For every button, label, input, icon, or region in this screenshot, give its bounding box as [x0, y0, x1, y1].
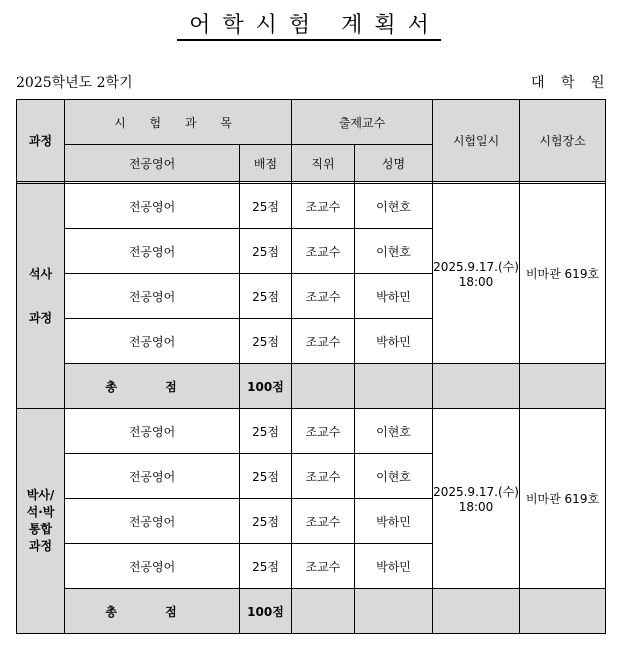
- total-label: 총 점: [65, 364, 240, 409]
- subject-cell: 전공영어: [65, 454, 240, 499]
- name-cell: 이현호: [355, 454, 433, 499]
- empty-cell: [433, 589, 520, 634]
- header-position: 직위: [292, 145, 355, 182]
- header-row-top: [17, 100, 606, 145]
- position-cell: 조교수: [292, 184, 355, 229]
- subject-cell: 전공영어: [65, 409, 240, 454]
- empty-cell: [292, 589, 355, 634]
- course-line: 박사/: [26, 488, 55, 502]
- location-cell: 비마관 619호: [520, 184, 606, 364]
- subject-cell: 전공영어: [65, 229, 240, 274]
- header-exam-datetime: 시험일시: [433, 100, 520, 182]
- subject-cell: 전공영어: [65, 274, 240, 319]
- table-row: [17, 409, 606, 454]
- position-cell: 조교수: [292, 229, 355, 274]
- points-cell: 25점: [240, 454, 292, 499]
- position-cell: 조교수: [292, 454, 355, 499]
- points-cell: 25점: [240, 409, 292, 454]
- course-line: 과정: [28, 311, 53, 325]
- empty-cell: [520, 364, 606, 409]
- datetime-date: 2025.9.17.(수): [433, 485, 519, 499]
- position-cell: 조교수: [292, 274, 355, 319]
- name-cell: 박하민: [355, 319, 433, 364]
- header-exam-location: 시험장소: [520, 100, 606, 182]
- header-examiner-group: 출제교수: [292, 100, 433, 145]
- course-line: 통합: [28, 522, 53, 536]
- points-cell: 25점: [240, 229, 292, 274]
- points-cell: 25점: [240, 499, 292, 544]
- datetime-cell: [433, 184, 520, 364]
- points-cell: 25점: [240, 184, 292, 229]
- total-row: [17, 364, 606, 409]
- empty-cell: [433, 364, 520, 409]
- course-line: 석·박: [26, 505, 55, 519]
- empty-cell: [355, 589, 433, 634]
- header-exam-subject-group: 시 험 과 목: [65, 100, 292, 145]
- document-title: [0, 8, 618, 39]
- subject-cell: 전공영어: [65, 499, 240, 544]
- position-cell: 조교수: [292, 409, 355, 454]
- subject-cell: 전공영어: [65, 319, 240, 364]
- empty-cell: [520, 589, 606, 634]
- datetime-cell: [433, 409, 520, 589]
- table-row: [17, 184, 606, 229]
- department-label: 대 학 원: [531, 75, 611, 91]
- datetime-time: 18:00: [458, 500, 494, 514]
- semester-label: 2025학년도 2학기: [16, 75, 133, 91]
- total-label: 총 점: [65, 589, 240, 634]
- points-cell: 25점: [240, 544, 292, 589]
- exam-plan-table: [16, 99, 606, 634]
- document-title-text: 어학시험 계획서: [177, 13, 441, 41]
- position-cell: 조교수: [292, 544, 355, 589]
- total-points: 100점: [240, 364, 292, 409]
- name-cell: 이현호: [355, 184, 433, 229]
- position-cell: 조교수: [292, 319, 355, 364]
- total-row: [17, 589, 606, 634]
- course-masters: [17, 184, 65, 409]
- datetime-date: 2025.9.17.(수): [433, 260, 519, 274]
- course-line: 석사: [28, 267, 53, 281]
- name-cell: 박하민: [355, 274, 433, 319]
- location-cell: 비마관 619호: [520, 409, 606, 589]
- points-cell: 25점: [240, 274, 292, 319]
- subject-cell: 전공영어: [65, 544, 240, 589]
- points-cell: 25점: [240, 319, 292, 364]
- empty-cell: [355, 364, 433, 409]
- name-cell: 이현호: [355, 229, 433, 274]
- datetime-time: 18:00: [458, 275, 494, 289]
- header-subject: 전공영어: [65, 145, 240, 182]
- name-cell: 이현호: [355, 409, 433, 454]
- name-cell: 박하민: [355, 544, 433, 589]
- course-doctoral: [17, 409, 65, 634]
- subject-cell: 전공영어: [65, 184, 240, 229]
- empty-cell: [292, 364, 355, 409]
- header-name: 성명: [355, 145, 433, 182]
- position-cell: 조교수: [292, 499, 355, 544]
- header-points: 배점: [240, 145, 292, 182]
- total-points: 100점: [240, 589, 292, 634]
- header-course: 과정: [17, 100, 65, 182]
- course-line: 과정: [28, 539, 53, 553]
- name-cell: 박하민: [355, 499, 433, 544]
